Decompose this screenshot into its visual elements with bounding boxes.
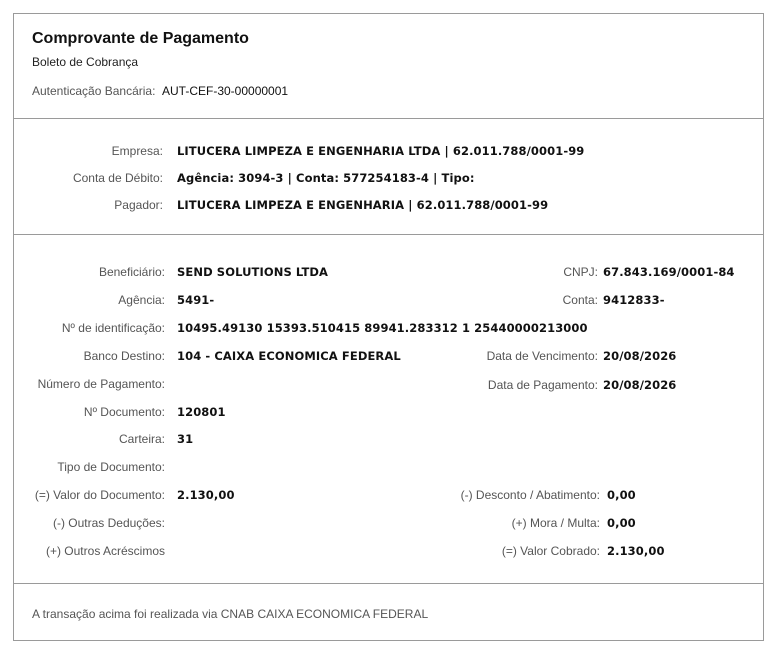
payment-receipt [13, 13, 764, 641]
documento-value: 120801 [177, 405, 226, 419]
data-pagamento-label: Data de Pagamento: [487, 378, 598, 392]
divider [14, 583, 763, 584]
agencia-label: Agência: [118, 293, 165, 307]
conta-value: 9412833- [603, 293, 665, 307]
outros-acrescimos-label: (+) Outros Acréscimos [45, 544, 165, 558]
beneficiario-value: SEND SOLUTIONS LTDA [177, 265, 329, 279]
vencimento-label: Data de Vencimento: [486, 349, 598, 363]
auth-value: AUT-CEF-30-00000001 [162, 84, 289, 98]
mora-value: 0,00 [607, 516, 636, 530]
page-subtitle: Boleto de Cobrança [32, 55, 139, 69]
beneficiario-label: Beneficiário: [98, 265, 165, 279]
carteira-label: Carteira: [118, 432, 165, 446]
vencimento-value: 20/08/2026 [603, 349, 677, 363]
conta-debito-label: Conta de Débito: [72, 171, 163, 185]
mora-label: (+) Mora / Multa: [511, 516, 600, 530]
valor-documento-value: 2.130,00 [177, 488, 235, 502]
identificacao-label: Nº de identificação: [61, 321, 165, 335]
pagador-value: LITUCERA LIMPEZA E ENGENHARIA | 62.011.788/0001-99 [177, 198, 549, 212]
numero-pagamento-label: Número de Pagamento: [37, 377, 165, 391]
valor-cobrado-value: 2.130,00 [607, 544, 665, 558]
valor-cobrado-label: (=) Valor Cobrado: [501, 544, 600, 558]
banco-destino-value: 104 - CAIXA ECONOMICA FEDERAL [177, 349, 401, 363]
data-pagamento-value: 20/08/2026 [603, 378, 677, 392]
footer-note: A transação acima foi realizada via CNAB CAIXA ECONOMICA FEDERAL [32, 607, 429, 621]
conta-label: Conta: [562, 293, 598, 307]
conta-debito-value: Agência: 3094-3 | Conta: 577254183-4 | Tipo: [177, 171, 475, 185]
divider [14, 118, 763, 119]
cnpj-value: 67.843.169/0001-84 [603, 265, 735, 279]
identificacao-value: 10495.49130 15393.510415 89941.283312 1 25440000213000 [177, 321, 588, 335]
page-title: Comprovante de Pagamento [32, 30, 249, 47]
carteira-value: 31 [177, 432, 194, 446]
desconto-label: (-) Desconto / Abatimento: [460, 488, 600, 502]
tipo-documento-label: Tipo de Documento: [57, 460, 165, 474]
valor-documento-label: (=) Valor do Documento: [34, 488, 165, 502]
pagador-label: Pagador: [114, 198, 163, 212]
documento-label: Nº Documento: [83, 405, 165, 419]
divider [14, 234, 763, 235]
empresa-label: Empresa: [111, 144, 163, 158]
outras-deducoes-label: (-) Outras Deduções: [52, 516, 165, 530]
cnpj-label: CNPJ: [563, 265, 598, 279]
agencia-value: 5491- [177, 293, 215, 307]
desconto-value: 0,00 [607, 488, 636, 502]
empresa-value: LITUCERA LIMPEZA E ENGENHARIA LTDA | 62.011.788/0001-99 [177, 144, 585, 158]
auth-label: Autenticação Bancária: [32, 84, 156, 98]
banco-destino-label: Banco Destino: [83, 349, 165, 363]
